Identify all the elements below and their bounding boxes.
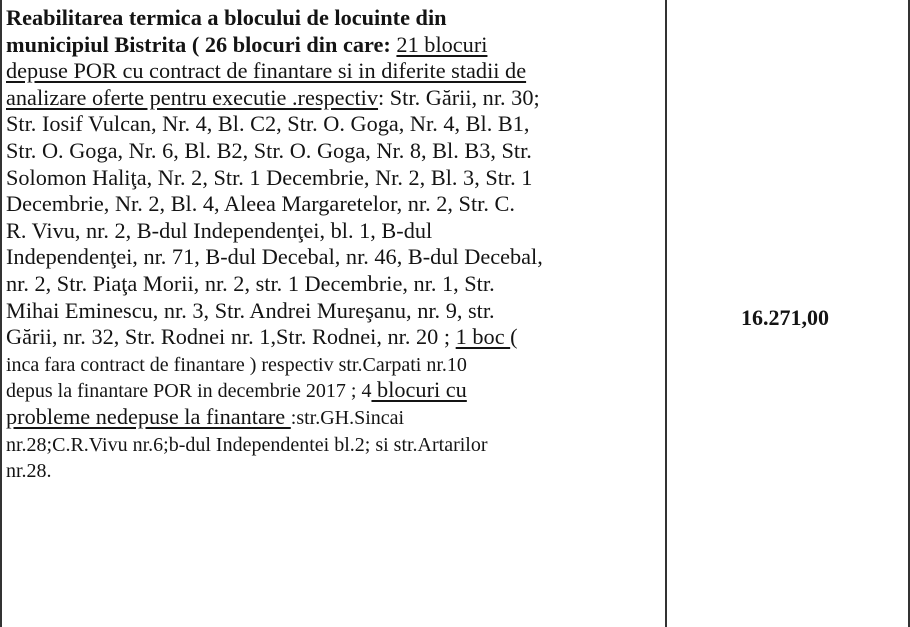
text-line bbox=[6, 85, 662, 112]
text-line bbox=[6, 191, 662, 218]
text-line bbox=[6, 324, 662, 351]
text-segment: depus la finantare POR in decembrie 2017 ; 4 bbox=[6, 380, 372, 403]
text-line bbox=[6, 138, 662, 165]
text-segment: nr.28;C.R.Vivu nr.6;b-dul Independentei bl.2; si str.Artarilor bbox=[6, 433, 488, 456]
text-segment: Solomon Haliţa, Nr. 2, Str. 1 Decembrie, Nr. 2, Bl. 3, Str. 1 bbox=[6, 164, 533, 190]
text-segment: : Str. Gării, nr. 30; bbox=[378, 84, 540, 110]
text-segment: depuse POR cu contract de finantare si in diferite stadii de bbox=[6, 58, 527, 84]
text-segment: blocuri cu bbox=[371, 377, 467, 403]
text-segment: :str.GH.Sincai bbox=[290, 406, 405, 429]
text-line bbox=[6, 404, 662, 431]
text-segment: nr.28. bbox=[6, 460, 52, 483]
text-segment: 21 blocuri bbox=[396, 31, 488, 57]
text-line bbox=[6, 377, 662, 404]
text-segment: analizare oferte pentru executie .respectiv bbox=[6, 84, 379, 110]
text-line bbox=[6, 244, 662, 271]
text-line bbox=[6, 111, 662, 138]
text-segment: Str. O. Goga, Nr. 6, Bl. B2, Str. O. Goga, Nr. 8, Bl. B3, Str. bbox=[6, 137, 532, 163]
text-segment: Independenţei, nr. 71, B-dul Decebal, nr. 46, B-dul Decebal, bbox=[6, 244, 543, 270]
text-segment: Mihai Eminescu, nr. 3, Str. Andrei Mureşanu, nr. 9, str. bbox=[6, 297, 495, 323]
text-line bbox=[6, 351, 662, 378]
amount-value: 16.271,00 bbox=[741, 305, 829, 330]
text-segment: Reabilitarea termica a blocului de locuinte din bbox=[6, 5, 447, 30]
text-line bbox=[6, 457, 662, 484]
text-segment: nr. 2, Str. Piaţa Morii, nr. 2, str. 1 Decembrie, nr. 1, Str. bbox=[6, 270, 495, 296]
text-line bbox=[6, 271, 662, 298]
text-line bbox=[6, 58, 662, 85]
text-line bbox=[6, 32, 662, 59]
text-segment: probleme nedepuse la finantare bbox=[6, 403, 291, 429]
text-line bbox=[6, 5, 662, 32]
text-segment: Decembrie, Nr. 2, Bl. 4, Aleea Margaretelor, nr. 2, Str. C. bbox=[6, 191, 515, 217]
text-segment: ( bbox=[510, 324, 518, 350]
text-segment: 1 boc bbox=[455, 324, 511, 350]
text-segment: R. Vivu, nr. 2, B-dul Independenţei, bl. 1, B-dul bbox=[6, 217, 433, 243]
amount-cell bbox=[667, 0, 910, 627]
text-segment: Gării, nr. 32, Str. Rodnei nr. 1,Str. Rodnei, nr. 20 ; bbox=[6, 324, 456, 350]
text-line bbox=[6, 431, 662, 458]
text-segment: inca fara contract de finantare ) respectiv str.Carpati nr.10 bbox=[6, 353, 467, 376]
text-line bbox=[6, 218, 662, 245]
text-segment: Str. Iosif Vulcan, Nr. 4, Bl. C2, Str. O. Goga, Nr. 4, Bl. B1, bbox=[6, 111, 530, 137]
text-line bbox=[6, 298, 662, 325]
description-text bbox=[6, 5, 662, 484]
text-segment: municipiul Bistrita ( 26 blocuri din care: bbox=[6, 31, 397, 57]
text-line bbox=[6, 165, 662, 192]
